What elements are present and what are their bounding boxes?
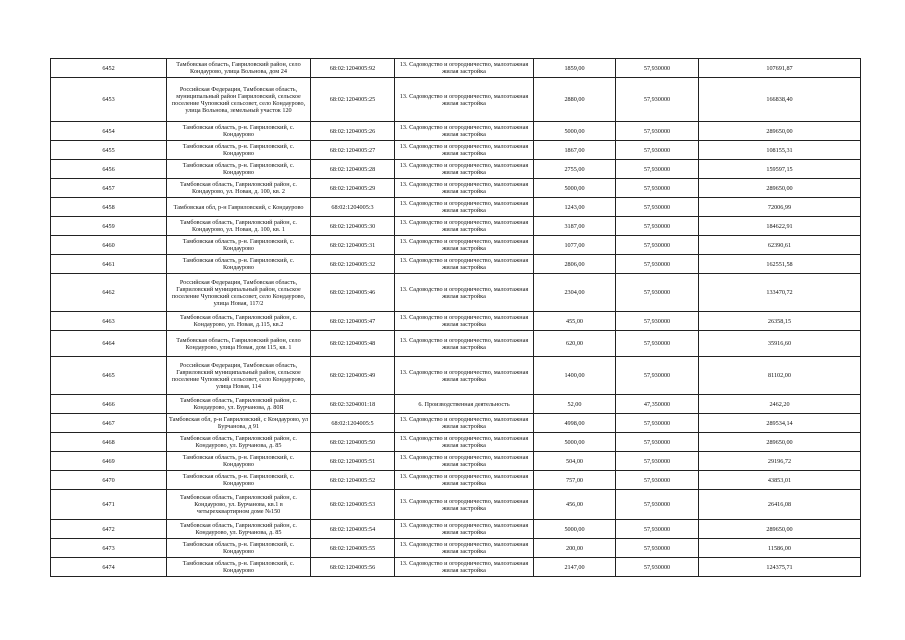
address-cell: Тамбовская область, р-н. Гавриловский, с. Кондаурово: [167, 141, 311, 160]
cadastral-number-cell: 68:02:1204005:52: [311, 471, 395, 490]
cadastral-number-cell: 68:02:1204005:29: [311, 179, 395, 198]
table-row: [51, 520, 861, 539]
specific-value-cell: 57,930000: [616, 414, 699, 433]
table-row: [51, 558, 861, 577]
table-row: [51, 179, 861, 198]
area-cell: 52,00: [534, 395, 616, 414]
cadastral-value-cell: 108155,31: [699, 141, 861, 160]
land-use-cell: 13. Садоводство и огородничество, малоэтажная жилая застройка: [395, 59, 534, 78]
area-cell: 3187,00: [534, 217, 616, 236]
specific-value-cell: 57,930000: [616, 198, 699, 217]
row-number-cell: 6469: [51, 452, 167, 471]
land-use-cell: 13. Садоводство и огородничество, малоэтажная жилая застройка: [395, 433, 534, 452]
address-cell: Тамбовская область, р-н. Гавриловский, с. Кондаурово: [167, 236, 311, 255]
cadastral-value-cell: 184622,91: [699, 217, 861, 236]
land-use-cell: 13. Садоводство и огородничество, малоэтажная жилая застройка: [395, 122, 534, 141]
specific-value-cell: 57,930000: [616, 122, 699, 141]
specific-value-cell: 57,930000: [616, 539, 699, 558]
land-use-cell: 13. Садоводство и огородничество, малоэтажная жилая застройка: [395, 312, 534, 331]
table-row: [51, 414, 861, 433]
specific-value-cell: 57,930000: [616, 331, 699, 357]
row-number-cell: 6473: [51, 539, 167, 558]
cadastral-number-cell: 68:02:1204005:30: [311, 217, 395, 236]
cadastral-number-cell: 68:02:1204005:47: [311, 312, 395, 331]
row-number-cell: 6470: [51, 471, 167, 490]
land-use-cell: 13. Садоводство и огородничество, малоэтажная жилая застройка: [395, 539, 534, 558]
cadastral-number-cell: 68:02:1204005:49: [311, 357, 395, 395]
cadastral-value-cell: 29196,72: [699, 452, 861, 471]
cadastral-value-cell: 2462,20: [699, 395, 861, 414]
address-cell: Российская Федерация, Тамбовская область, Гавриловский муниципальный район, сельское поселение Чуповский сельсовет, село Кондаурово, улица Новая, 114: [167, 357, 311, 395]
table-row: [51, 331, 861, 357]
cadastral-value-cell: 62390,61: [699, 236, 861, 255]
cadastral-value-cell: 166838,40: [699, 78, 861, 122]
land-use-cell: 13. Садоводство и огородничество, малоэтажная жилая застройка: [395, 198, 534, 217]
cadastral-number-cell: 68:02:1204005:32: [311, 255, 395, 274]
address-cell: Тамбовская область, р-н. Гавриловский, с. Кондаурово: [167, 539, 311, 558]
area-cell: 1400,00: [534, 357, 616, 395]
area-cell: 2880,00: [534, 78, 616, 122]
land-use-cell: 13. Садоводство и огородничество, малоэтажная жилая застройка: [395, 141, 534, 160]
cadastral-value-cell: 159597,15: [699, 160, 861, 179]
specific-value-cell: 57,930000: [616, 160, 699, 179]
row-number-cell: 6459: [51, 217, 167, 236]
specific-value-cell: 57,930000: [616, 490, 699, 520]
address-cell: Тамбовская область, Гавриловский район, с. Кондаурово, ул. Новая, д.115, кв.2: [167, 312, 311, 331]
specific-value-cell: 57,930000: [616, 236, 699, 255]
area-cell: 1859,00: [534, 59, 616, 78]
cadastral-value-table-page: [50, 58, 860, 577]
address-cell: Тамбовская обл, р-н Гавриловский, с Кондаурово: [167, 198, 311, 217]
cadastral-value-cell: 124375,71: [699, 558, 861, 577]
row-number-cell: 6474: [51, 558, 167, 577]
cadastral-number-cell: 68:02:1204005:48: [311, 331, 395, 357]
address-cell: Тамбовская область, Гавриловский район, с. Кондаурово, ул. Новая, д. 100, кв. 2: [167, 179, 311, 198]
table-row: [51, 236, 861, 255]
cadastral-value-cell: 162551,58: [699, 255, 861, 274]
area-cell: 504,00: [534, 452, 616, 471]
area-cell: 2304,00: [534, 274, 616, 312]
specific-value-cell: 57,930000: [616, 357, 699, 395]
land-use-cell: 13. Садоводство и огородничество, малоэтажная жилая застройка: [395, 236, 534, 255]
table-row: [51, 490, 861, 520]
table-row: [51, 160, 861, 179]
specific-value-cell: 57,930000: [616, 217, 699, 236]
area-cell: 1077,00: [534, 236, 616, 255]
specific-value-cell: 47,350000: [616, 395, 699, 414]
specific-value-cell: 57,930000: [616, 255, 699, 274]
land-use-cell: 13. Садоводство и огородничество, малоэтажная жилая застройка: [395, 217, 534, 236]
cadastral-number-cell: 68:02:3204001:18: [311, 395, 395, 414]
row-number-cell: 6464: [51, 331, 167, 357]
cadastral-value-cell: 289650,00: [699, 433, 861, 452]
table-row: [51, 198, 861, 217]
cadastral-number-cell: 68:02:1204005:56: [311, 558, 395, 577]
row-number-cell: 6465: [51, 357, 167, 395]
specific-value-cell: 57,930000: [616, 59, 699, 78]
address-cell: Тамбовская область, Гавриловский район, с. Кондаурово, ул. Новая, д. 100, кв. 1: [167, 217, 311, 236]
cadastral-number-cell: 68:02:1204005:53: [311, 490, 395, 520]
address-cell: Тамбовская область, Гавриловский район, с. Кондаурово, ул. Бурчанова, д. 85: [167, 520, 311, 539]
row-number-cell: 6455: [51, 141, 167, 160]
table-row: [51, 78, 861, 122]
area-cell: 5000,00: [534, 179, 616, 198]
table-row: [51, 452, 861, 471]
row-number-cell: 6472: [51, 520, 167, 539]
area-cell: 455,00: [534, 312, 616, 331]
area-cell: 4998,00: [534, 414, 616, 433]
address-cell: Тамбовская область, Гавриловский район, село Кондаурово, улица Новая, дом 115, кв. 1: [167, 331, 311, 357]
cadastral-number-cell: 68:02:1204005:31: [311, 236, 395, 255]
cadastral-value-cell: 26416,08: [699, 490, 861, 520]
land-use-cell: 13. Садоводство и огородничество, малоэтажная жилая застройка: [395, 179, 534, 198]
specific-value-cell: 57,930000: [616, 433, 699, 452]
row-number-cell: 6468: [51, 433, 167, 452]
table-row: [51, 217, 861, 236]
land-use-cell: 6. Производственная деятельность: [395, 395, 534, 414]
land-use-cell: 13. Садоводство и огородничество, малоэтажная жилая застройка: [395, 520, 534, 539]
land-use-cell: 13. Садоводство и огородничество, малоэтажная жилая застройка: [395, 452, 534, 471]
cadastral-number-cell: 68:02:1204005:92: [311, 59, 395, 78]
address-cell: Тамбовская область, р-н. Гавриловский, с. Кондаурово: [167, 255, 311, 274]
specific-value-cell: 57,930000: [616, 179, 699, 198]
area-cell: 5000,00: [534, 122, 616, 141]
address-cell: Российская Федерация, Тамбовская область, Гавриловский муниципальный район, сельское поселение Чуповский сельсовет, село Кондаурово, улица Новая, 117/2: [167, 274, 311, 312]
cadastral-number-cell: 68:02:1204005:3: [311, 198, 395, 217]
area-cell: 757,00: [534, 471, 616, 490]
area-cell: 620,00: [534, 331, 616, 357]
cadastral-value-cell: 133470,72: [699, 274, 861, 312]
address-cell: Тамбовская область, Гавриловский район, с. Кондаурово, ул. Бурчанова, д. 80Я: [167, 395, 311, 414]
row-number-cell: 6467: [51, 414, 167, 433]
row-number-cell: 6460: [51, 236, 167, 255]
table-row: [51, 122, 861, 141]
cadastral-value-cell: 289534,14: [699, 414, 861, 433]
cadastral-number-cell: 68:02:1204005:28: [311, 160, 395, 179]
row-number-cell: 6458: [51, 198, 167, 217]
row-number-cell: 6453: [51, 78, 167, 122]
land-use-cell: 13. Садоводство и огородничество, малоэтажная жилая застройка: [395, 471, 534, 490]
specific-value-cell: 57,930000: [616, 520, 699, 539]
land-use-cell: 13. Садоводство и огородничество, малоэтажная жилая застройка: [395, 160, 534, 179]
land-use-cell: 13. Садоводство и огородничество, малоэтажная жилая застройка: [395, 414, 534, 433]
cadastral-number-cell: 68:02:1204005:5: [311, 414, 395, 433]
cadastral-number-cell: 68:02:1204005:25: [311, 78, 395, 122]
cadastral-number-cell: 68:02:1204005:55: [311, 539, 395, 558]
cadastral-number-cell: 68:02:1204005:50: [311, 433, 395, 452]
specific-value-cell: 57,930000: [616, 78, 699, 122]
table-row: [51, 255, 861, 274]
land-use-cell: 13. Садоводство и огородничество, малоэтажная жилая застройка: [395, 490, 534, 520]
table-row: [51, 395, 861, 414]
row-number-cell: 6461: [51, 255, 167, 274]
cadastral-number-cell: 68:02:1204005:46: [311, 274, 395, 312]
table-row: [51, 141, 861, 160]
row-number-cell: 6456: [51, 160, 167, 179]
land-use-cell: 13. Садоводство и огородничество, малоэтажная жилая застройка: [395, 331, 534, 357]
row-number-cell: 6462: [51, 274, 167, 312]
cadastral-value-cell: 289650,00: [699, 179, 861, 198]
address-cell: Тамбовская область, р-н. Гавриловский, с. Кондаурово: [167, 122, 311, 141]
land-use-cell: 13. Садоводство и огородничество, малоэтажная жилая застройка: [395, 558, 534, 577]
land-use-cell: 13. Садоводство и огородничество, малоэтажная жилая застройка: [395, 357, 534, 395]
area-cell: 2147,00: [534, 558, 616, 577]
row-number-cell: 6466: [51, 395, 167, 414]
area-cell: 2755,00: [534, 160, 616, 179]
address-cell: Тамбовская обл, р-н Гавриловский, с Кондаурово, ул Бурчанова, д 91: [167, 414, 311, 433]
specific-value-cell: 57,930000: [616, 274, 699, 312]
table-row: [51, 274, 861, 312]
specific-value-cell: 57,930000: [616, 141, 699, 160]
land-use-cell: 13. Садоводство и огородничество, малоэтажная жилая застройка: [395, 274, 534, 312]
cadastral-number-cell: 68:02:1204005:51: [311, 452, 395, 471]
cadastral-value-cell: 81102,00: [699, 357, 861, 395]
specific-value-cell: 57,930000: [616, 558, 699, 577]
address-cell: Тамбовская область, р-н. Гавриловский, с. Кондаурово: [167, 558, 311, 577]
specific-value-cell: 57,930000: [616, 471, 699, 490]
table-row: [51, 433, 861, 452]
cadastral-value-cell: 72006,99: [699, 198, 861, 217]
address-cell: Российская Федерация, Тамбовская область, муниципальный район Гавриловский, сельское поселение Чуповский сельсовет, село Кондаурово, улица Вольнова, земельный участок 120: [167, 78, 311, 122]
address-cell: Тамбовская область, р-н. Гавриловский, с. Кондаурово: [167, 471, 311, 490]
table-row: [51, 539, 861, 558]
cadastral-value-table: [50, 58, 861, 577]
address-cell: Тамбовская область, Гавриловский район, село Кондаурово, улица Вольнова, дом 24: [167, 59, 311, 78]
cadastral-value-cell: 26358,15: [699, 312, 861, 331]
cadastral-number-cell: 68:02:1204005:27: [311, 141, 395, 160]
area-cell: 456,00: [534, 490, 616, 520]
land-use-cell: 13. Садоводство и огородничество, малоэтажная жилая застройка: [395, 78, 534, 122]
row-number-cell: 6471: [51, 490, 167, 520]
cadastral-number-cell: 68:02:1204005:54: [311, 520, 395, 539]
area-cell: 1867,00: [534, 141, 616, 160]
cadastral-number-cell: 68:02:1204005:26: [311, 122, 395, 141]
area-cell: 5000,00: [534, 433, 616, 452]
address-cell: Тамбовская область, Гавриловский район, с. Кондаурово, ул. Бурчанова, д. 85: [167, 433, 311, 452]
land-use-cell: 13. Садоводство и огородничество, малоэтажная жилая застройка: [395, 255, 534, 274]
table-body: [51, 59, 861, 577]
cadastral-value-cell: 289650,00: [699, 520, 861, 539]
cadastral-value-cell: 11586,00: [699, 539, 861, 558]
table-row: [51, 357, 861, 395]
row-number-cell: 6463: [51, 312, 167, 331]
cadastral-value-cell: 35916,60: [699, 331, 861, 357]
row-number-cell: 6454: [51, 122, 167, 141]
specific-value-cell: 57,930000: [616, 452, 699, 471]
address-cell: Тамбовская область, р-н. Гавриловский, с. Кондаурово: [167, 160, 311, 179]
specific-value-cell: 57,930000: [616, 312, 699, 331]
row-number-cell: 6452: [51, 59, 167, 78]
area-cell: 2806,00: [534, 255, 616, 274]
cadastral-value-cell: 289650,00: [699, 122, 861, 141]
cadastral-value-cell: 107691,87: [699, 59, 861, 78]
table-row: [51, 59, 861, 78]
table-row: [51, 471, 861, 490]
row-number-cell: 6457: [51, 179, 167, 198]
area-cell: 5000,00: [534, 520, 616, 539]
area-cell: 200,00: [534, 539, 616, 558]
address-cell: Тамбовская область, Гавриловский район, с. Кондаурово, ул. Бурчанова, кв.1 в четырехквартирном доме №150: [167, 490, 311, 520]
table-row: [51, 312, 861, 331]
cadastral-value-cell: 43853,01: [699, 471, 861, 490]
address-cell: Тамбовская область, р-н. Гавриловский, с. Кондаурово: [167, 452, 311, 471]
area-cell: 1243,00: [534, 198, 616, 217]
